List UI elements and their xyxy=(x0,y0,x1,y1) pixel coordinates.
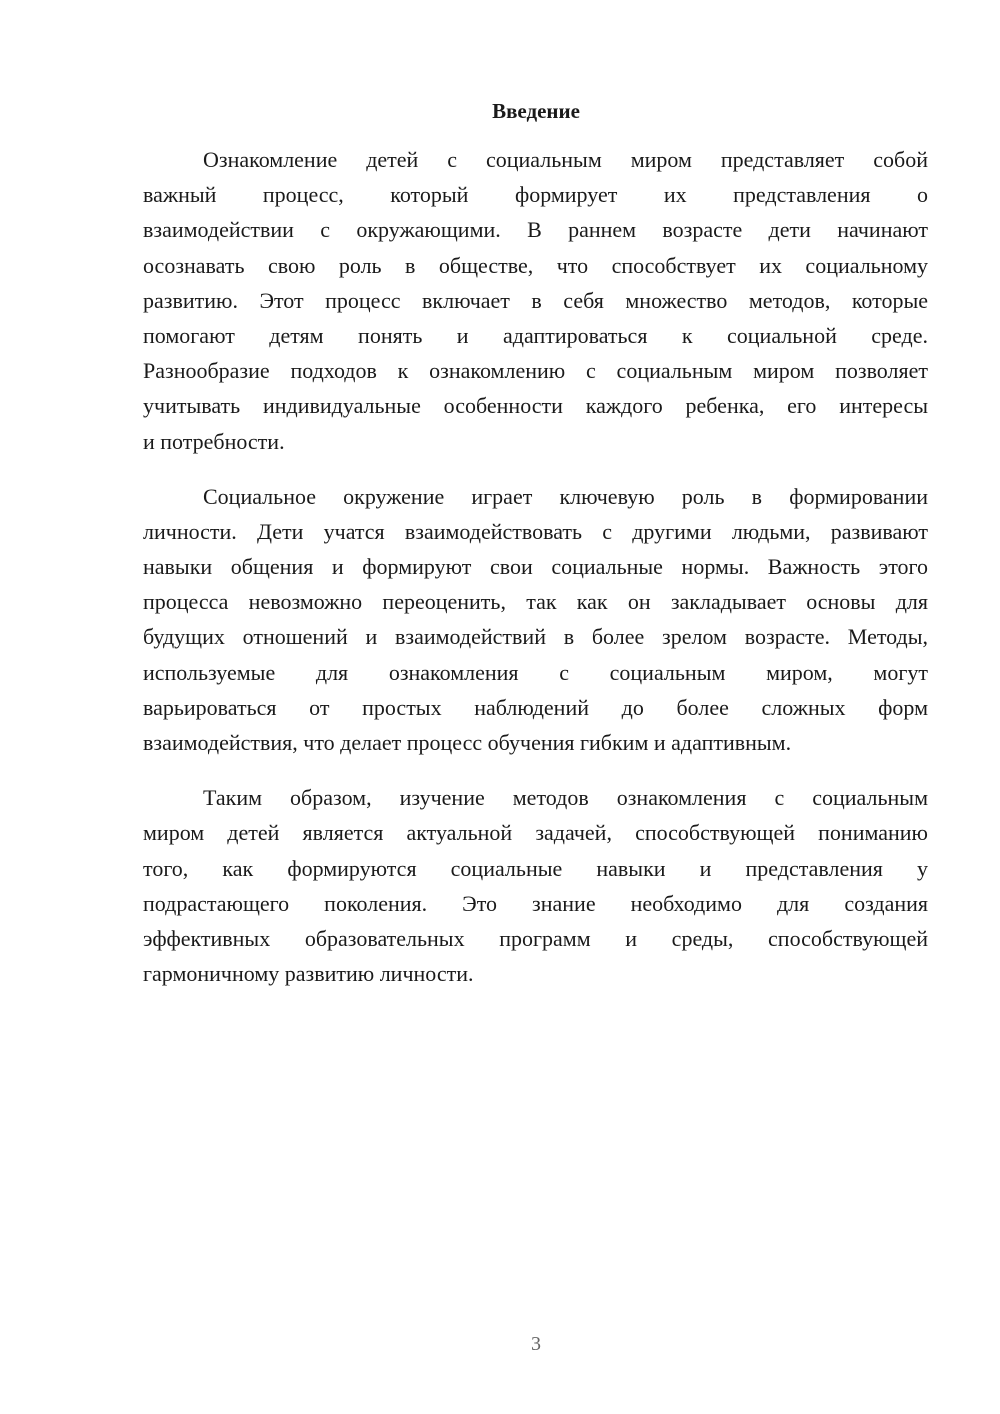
text-line: Ознакомление детей с социальным миром представляет собой xyxy=(203,147,928,172)
text-line: учитывать индивидуальные особенности каждого ребенка, его интересы xyxy=(143,393,928,419)
text-line: развитию. Этот процесс включает в себя множество методов, которые xyxy=(143,287,928,313)
text-line: взаимодействия, что делает процесс обучения гибким и адаптивным. xyxy=(143,730,792,755)
text-line: гармоничному развитию личности. xyxy=(143,961,474,987)
text-line: важный процесс, который формирует их представления о xyxy=(143,182,928,208)
text-line: используемые для ознакомления с социальным миром, могут xyxy=(143,659,928,685)
paragraph xyxy=(143,479,928,761)
text-line: Таким образом, изучение методов ознакомления с социальным xyxy=(203,785,928,811)
document-body xyxy=(143,142,928,1011)
text-line: Социальное окружение играет ключевую роль в формировании xyxy=(203,483,928,509)
text-line: процесса невозможно переоценить, так как он закладывает основы для xyxy=(143,589,928,615)
text-line: личности. Дети учатся взаимодействовать с другими людьми, развивают xyxy=(143,518,928,544)
text-line: эффективных образовательных программ и среды, способствующей xyxy=(143,925,928,951)
text-line: миром детей является актуальной задачей, способствующей пониманию xyxy=(143,820,928,846)
text-line: Разнообразие подходов к ознакомлению с социальным миром позволяет xyxy=(143,358,928,384)
text-line: и потребности. xyxy=(143,428,285,454)
section-title: Введение xyxy=(492,99,580,123)
text-line: варьироваться от простых наблюдений до более сложных форм xyxy=(143,694,928,720)
page-number: 3 xyxy=(531,1333,541,1355)
paragraph xyxy=(143,780,928,991)
text-line: взаимодействии с окружающими. В раннем возрасте дети начинают xyxy=(143,217,928,243)
text-line: того, как формируются социальные навыки и представления у xyxy=(143,855,928,881)
text-line: будущих отношений и взаимодействий в более зрелом возрасте. Методы, xyxy=(143,624,928,650)
text-line: осознавать свою роль в обществе, что способствует их социальному xyxy=(143,252,928,278)
text-line: подрастающего поколения. Это знание необходимо для создания xyxy=(143,890,928,916)
paragraph xyxy=(143,142,928,459)
text-line: помогают детям понять и адаптироваться к социальной среде. xyxy=(143,322,928,348)
text-line: навыки общения и формируют свои социальные нормы. Важность этого xyxy=(143,554,928,580)
